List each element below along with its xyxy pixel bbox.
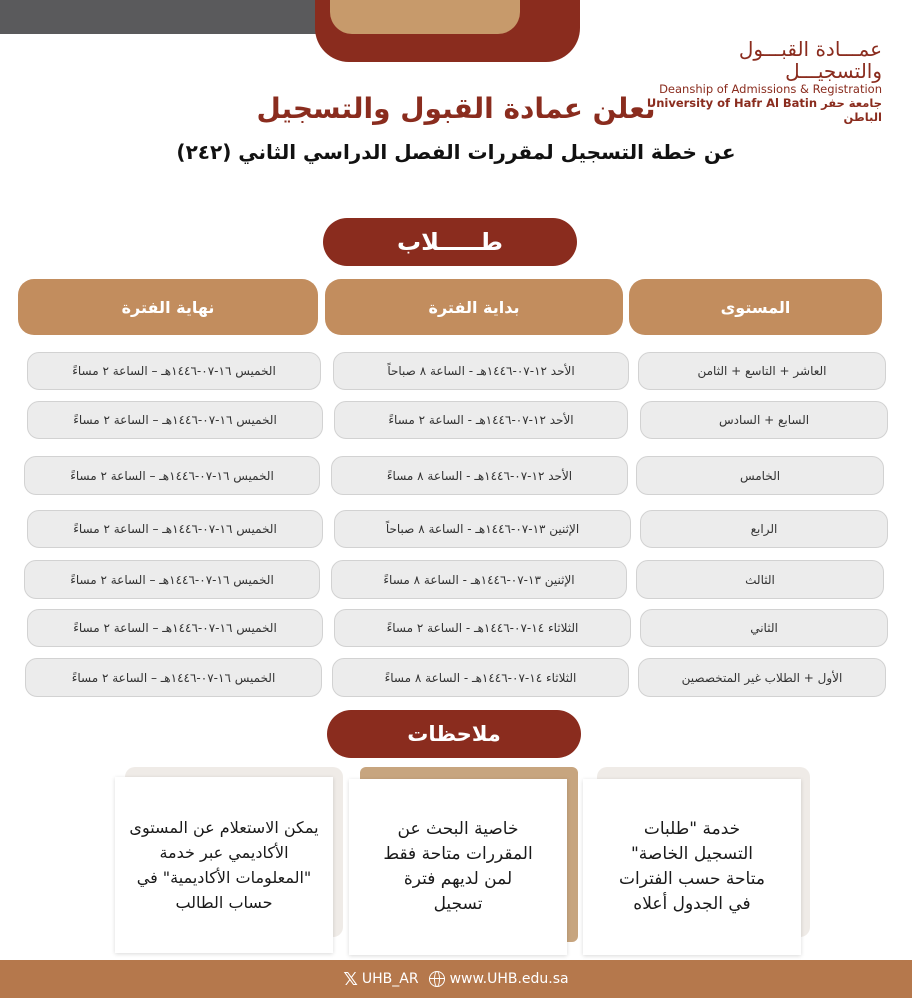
table-row-4-level: الرابع (640, 510, 888, 548)
table-row-6-start: الثلاثاء ١٤-٠٧-١٤٤٦هـ - الساعة ٢ مساءً (334, 609, 631, 647)
table-row-2-end: الخميس ١٦-٠٧-١٤٤٦هـ – الساعة ٢ مساءً (27, 401, 323, 439)
table-row-7-end: الخميس ١٦-٠٧-١٤٤٦هـ – الساعة ٢ مساءً (25, 658, 322, 697)
table-row-7-start: الثلاثاء ١٤-٠٧-١٤٤٦هـ - الساعة ٨ مساءً (332, 658, 629, 697)
table-row-3-level: الخامس (636, 456, 884, 495)
x-icon: 𝕏 (343, 968, 358, 990)
website-url: www.UHB.edu.sa (449, 971, 569, 987)
table-row-3-end: الخميس ١٦-٠٧-١٤٤٦هـ – الساعة ٢ مساءً (24, 456, 320, 495)
note-course-search: خاصية البحث عن المقررات متاحة فقط لمن لديهم فترة تسجيل (349, 779, 567, 955)
footer-bar (0, 960, 912, 998)
header-end-period: نهاية الفترة (18, 279, 318, 335)
header-level: المستوى (629, 279, 882, 335)
website-link[interactable] (419, 971, 569, 987)
table-row-2-start: الأحد ١٢-٠٧-١٤٤٦هـ - الساعة ٢ مساءً (334, 401, 628, 439)
logo-english-deanship: Deanship of Admissions & Registration (659, 82, 882, 96)
table-row-2-level: السابع + السادس (640, 401, 888, 439)
note-academic-level: يمكن الاستعلام عن المستوى الأكاديمي عبر خدمة "المعلومات الأكاديمية" في حساب الطالب (115, 777, 333, 953)
table-row-4-end: الخميس ١٦-٠٧-١٤٤٦هـ – الساعة ٢ مساءً (27, 510, 323, 548)
logo-arabic: عمـــادة القبـــول والتسجيـــل (738, 37, 882, 83)
table-row-4-start: الإثنين ١٣-٠٧-١٤٤٦هـ - الساعة ٨ صباحاً (334, 510, 631, 548)
students-section-pill: طـــــلاب (323, 218, 577, 266)
table-row-1-start: الأحد ١٢-٠٧-١٤٤٦هـ - الساعة ٨ صباحاً (333, 352, 629, 390)
table-row-5-level: الثالث (636, 560, 884, 599)
header-start-period: بداية الفترة (325, 279, 623, 335)
logo-english-university: University of Hafr Al Batin جامعة حفر الباطن (646, 96, 882, 124)
page-title: تعلن عمادة القبول والتسجيل (256, 92, 656, 125)
globe-icon (429, 971, 445, 987)
table-row-5-start: الإثنين ١٣-٠٧-١٤٤٦هـ - الساعة ٨ مساءً (331, 560, 627, 599)
table-row-1-level: العاشر + التاسع + الثامن (638, 352, 886, 390)
table-row-1-end: الخميس ١٦-٠٧-١٤٤٦هـ – الساعة ٢ مساءً (27, 352, 321, 390)
notes-section-pill: ملاحظات (327, 710, 581, 758)
page-subtitle: عن خطة التسجيل لمقررات الفصل الدراسي الثاني (٢٤٢) (176, 140, 736, 164)
table-row-6-level: الثاني (640, 609, 888, 647)
top-tan-bar (330, 0, 520, 34)
table-row-7-level: الأول + الطلاب غير المتخصصين (638, 658, 886, 697)
table-row-5-end: الخميس ١٦-٠٧-١٤٤٦هـ – الساعة ٢ مساءً (24, 560, 320, 599)
note-special-requests: خدمة "طلبات التسجيل الخاصة" متاحة حسب الفترات في الجدول أعلاه (583, 779, 801, 955)
table-row-3-start: الأحد ١٢-٠٧-١٤٤٦هـ - الساعة ٨ مساءً (331, 456, 628, 495)
x-social-link[interactable] (343, 969, 418, 990)
social-handle: UHB_AR (361, 971, 419, 987)
table-row-6-end: الخميس ١٦-٠٧-١٤٤٦هـ – الساعة ٢ مساءً (27, 609, 323, 647)
